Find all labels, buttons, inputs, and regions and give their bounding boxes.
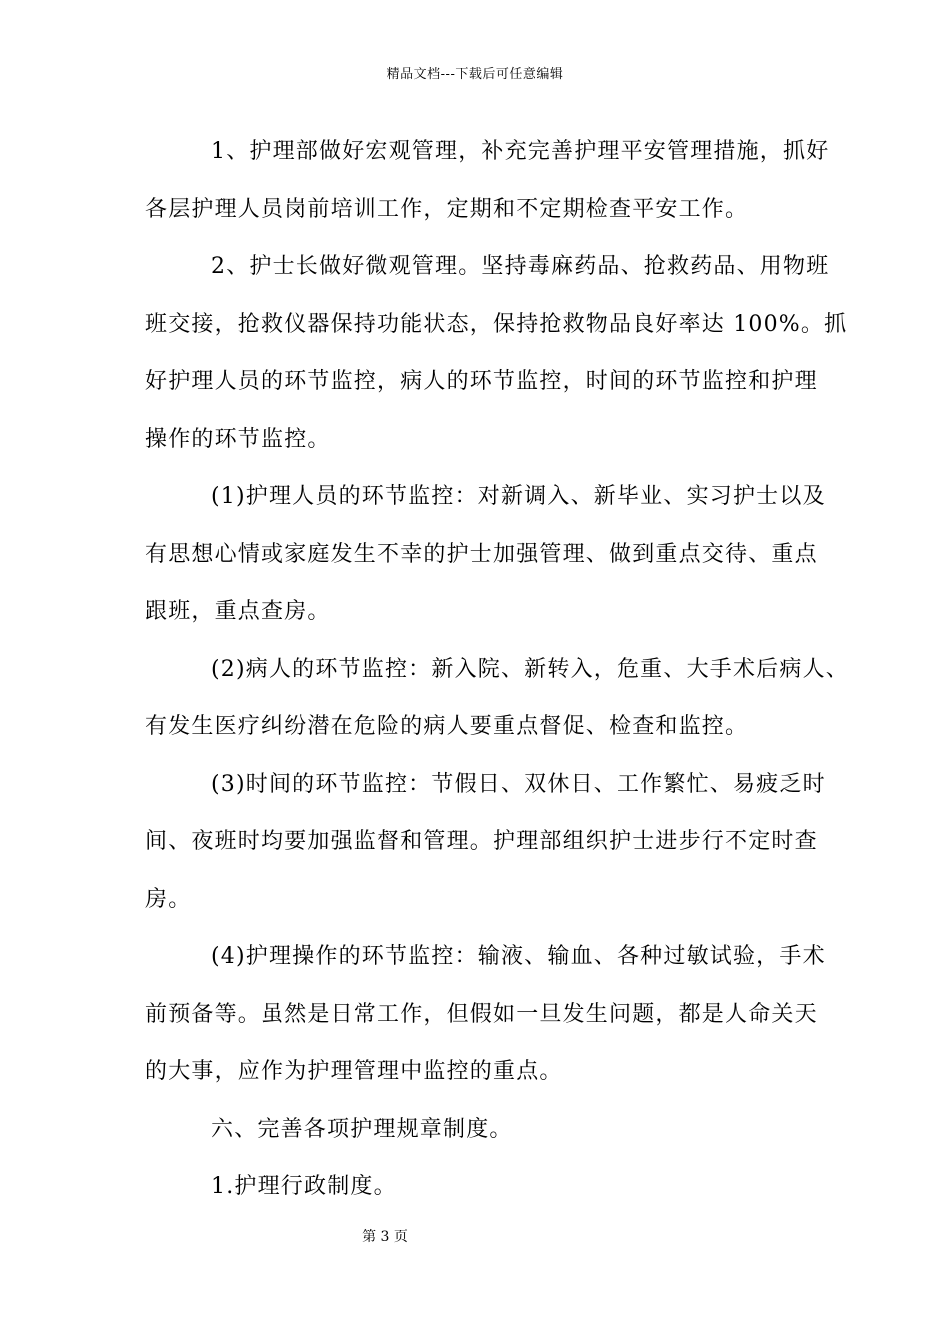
document-body	[145, 123, 849, 1216]
paragraph-line: 操作的环节监控。	[145, 426, 331, 452]
section-heading: 六、完善各项护理规章制度。	[211, 1116, 513, 1142]
paragraph-line: 跟班，重点查房。	[145, 599, 331, 624]
paragraph-line: 房。	[145, 886, 192, 912]
paragraph-line: 2、护士长做好微观管理。坚持毒麻药品、抢救药品、用物班	[211, 254, 830, 279]
page-number: 第 3 页	[362, 1229, 408, 1245]
paragraph-line: (4)护理操作的环节监控：输液、输血、各种过敏试验，手术	[211, 944, 826, 969]
paragraph-line: 各层护理人员岗前培训工作，定期和不定期检查平安工作。	[145, 196, 749, 222]
paragraph-line: 的大事，应作为护理管理中监控的重点。	[145, 1059, 563, 1084]
paragraph-line: 好护理人员的环节监控，病人的环节监控，时间的环节监控和护理	[145, 369, 818, 394]
paragraph-line: 1、护理部做好宏观管理，补充完善护理平安管理措施，抓好	[211, 139, 830, 164]
paragraph-line: (2)病人的环节监控：新入院、新转入，危重、大手术后病人、	[211, 656, 849, 682]
paragraph-line: 前预备等。虽然是日常工作，但假如一旦发生问题，都是人命关天	[145, 1001, 818, 1027]
paragraph-line: (3)时间的环节监控：节假日、双休日、工作繁忙、易疲乏时	[211, 771, 826, 797]
page-header: 精品文档---下载后可任意编辑	[386, 67, 564, 82]
paragraph-line: (1)护理人员的环节监控：对新调入、新毕业、实习护士以及	[211, 484, 826, 509]
paragraph-line: 间、夜班时均要加强监督和管理。护理部组织护士进步行不定时查	[145, 829, 818, 854]
subsection-heading: 1.护理行政制度。	[211, 1174, 397, 1199]
paragraph-line: 班交接，抢救仪器保持功能状态，保持抢救物品良好率达 100%。抓	[145, 311, 848, 337]
paragraph-line: 有发生医疗纠纷潜在危险的病人要重点督促、检查和监控。	[145, 714, 749, 739]
paragraph-line: 有思想心情或家庭发生不幸的护士加强管理、做到重点交待、重点	[145, 541, 818, 567]
